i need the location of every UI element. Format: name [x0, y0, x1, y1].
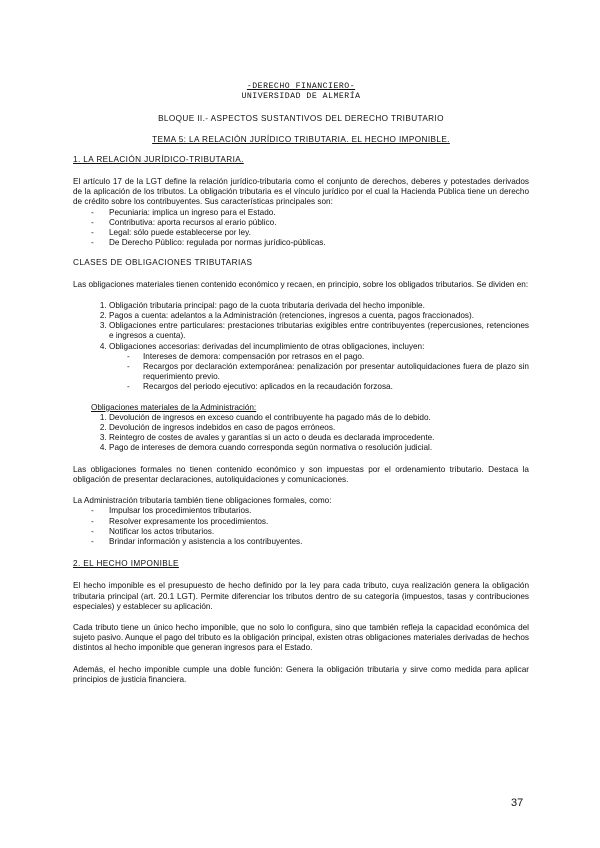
list-item: - Intereses de demora: compensación por retrasos en el pago.	[127, 352, 529, 362]
section2-title: 2. EL HECHO IMPONIBLE	[73, 559, 179, 569]
admin-formal-list	[73, 506, 529, 547]
header-university: UNIVERSIDAD DE ALMERÍA	[241, 92, 361, 102]
accesorias-list	[109, 352, 529, 393]
list-item: 4. Pago de intereses de demora cuando corresponda según normativa o resolución judicial.	[109, 443, 529, 453]
admin-title: Obligaciones materiales de la Administración:	[91, 402, 257, 412]
section2-p2: Cada tributo tiene un único hecho imponible, que no solo lo configura, sino que también refleja la capacidad económica del sujeto pasivo. Aunque el pago del tributo es la obligación principal, existen otras obligaciones materiales derivadas de hechos distintos al hecho imponible que generan ingresos para el Estado.	[73, 622, 529, 653]
list-item: - Resolver expresamente los procedimientos.	[91, 517, 529, 527]
list-item: 1. Obligación tributaria principal: pago de la cuota tributaria derivada del hecho imponible.	[109, 301, 529, 311]
list-item: - Brindar información y asistencia a los contribuyentes.	[91, 537, 529, 547]
header-course: -DERECHO FINANCIERO-	[246, 82, 356, 91]
topic-title: TEMA 5: LA RELACIÓN JURÍDICO TRIBUTARIA. EL HECHO IMPONIBLE.	[152, 134, 450, 144]
materiales-intro: Las obligaciones materiales tienen contenido económico y recaen, en principio, sobre los obligados tributarios. Se dividen en:	[73, 279, 529, 289]
list-item: - Legal: sólo puede establecerse por ley.	[91, 228, 529, 238]
list-item: 3. Reintegro de costes de avales y garantías si un acto o deuda es declarada improcedente.	[109, 433, 529, 443]
list-item: - Impulsar los procedimientos tributarios.	[91, 506, 529, 516]
list-item: - Recargos por declaración extemporánea: penalización por presentar autoliquidaciones fuera de plazo sin requerimiento previo.	[127, 362, 529, 382]
list-item: - De Derecho Público: regulada por normas jurídico-públicas.	[91, 238, 529, 248]
list-item	[109, 342, 529, 393]
section2-p3: Además, el hecho imponible cumple una doble función: Genera la obligación tributaria y sirve como medida para aplicar principios de justicia financiera.	[73, 664, 529, 684]
section1-title: 1. LA RELACIÓN JURÍDICO-TRIBUTARIA.	[73, 154, 244, 164]
section1-intro: El artículo 17 de la LGT define la relación jurídico-tributaria como el conjunto de derechos, deberes y potestades derivados de la aplicación de los tributos. La obligación tributaria es el vínculo jurídico por el cual la Hacienda Pública tiene un derecho de crédito sobre los contribuyentes. Sus características principales son:	[73, 177, 529, 207]
page-number: 37	[511, 797, 524, 809]
admin-formal-intro: La Administración tributaria también tiene obligaciones formales, como:	[73, 496, 332, 506]
list-item: - Pecuniaria: implica un ingreso para el Estado.	[91, 208, 529, 218]
section2-p1: El hecho imponible es el presupuesto de hecho definido por la ley para cada tributo, cuya realización genera la obligación tributaria principal (art. 20.1 LGT). Permite diferenciar los tributos dentro de su categoría (impuestos, tasas y contribuciones especiales) y establecer su aplicación.	[73, 581, 529, 611]
materiales-list	[73, 301, 529, 393]
document-page	[73, 82, 529, 685]
admin-list	[73, 413, 529, 454]
list-item: 2. Devolución de ingresos indebidos en caso de pagos erróneos.	[109, 423, 529, 433]
features-list	[73, 208, 529, 249]
list-item: - Contributiva: aporta recursos al erario público.	[91, 218, 529, 228]
list-item: 2. Pagos a cuenta: adelantos a la Administración (retenciones, ingresos a cuenta, pagos fraccionados).	[109, 311, 529, 321]
list-item: - Notificar los actos tributarios.	[91, 527, 529, 537]
list-item: - Recargos del periodo ejecutivo: aplicados en la recaudación forzosa.	[127, 382, 529, 392]
block-title: BLOQUE II.- ASPECTOS SUSTANTIVOS DEL DERECHO TRIBUTARIO	[158, 114, 444, 124]
formales-paragraph: Las obligaciones formales no tienen contenido económico y son impuestas por el ordenamiento tributario. Destaca la obligación de presentar declaraciones, autoliquidaciones y comunicaciones.	[73, 464, 529, 484]
classes-title: CLASES DE OBLIGACIONES TRIBUTARIAS	[73, 258, 253, 268]
list-item: 3. Obligaciones entre particulares: prestaciones tributarias exigibles entre contribuyentes (repercusiones, retenciones e ingresos a cuenta).	[109, 321, 529, 341]
accesorias-label: Obligaciones accesorias: derivadas del incumplimiento de otras obligaciones, incluyen:	[109, 341, 425, 351]
list-item: 1. Devolución de ingresos en exceso cuando el contribuyente ha pagado más de lo debido.	[109, 413, 529, 423]
